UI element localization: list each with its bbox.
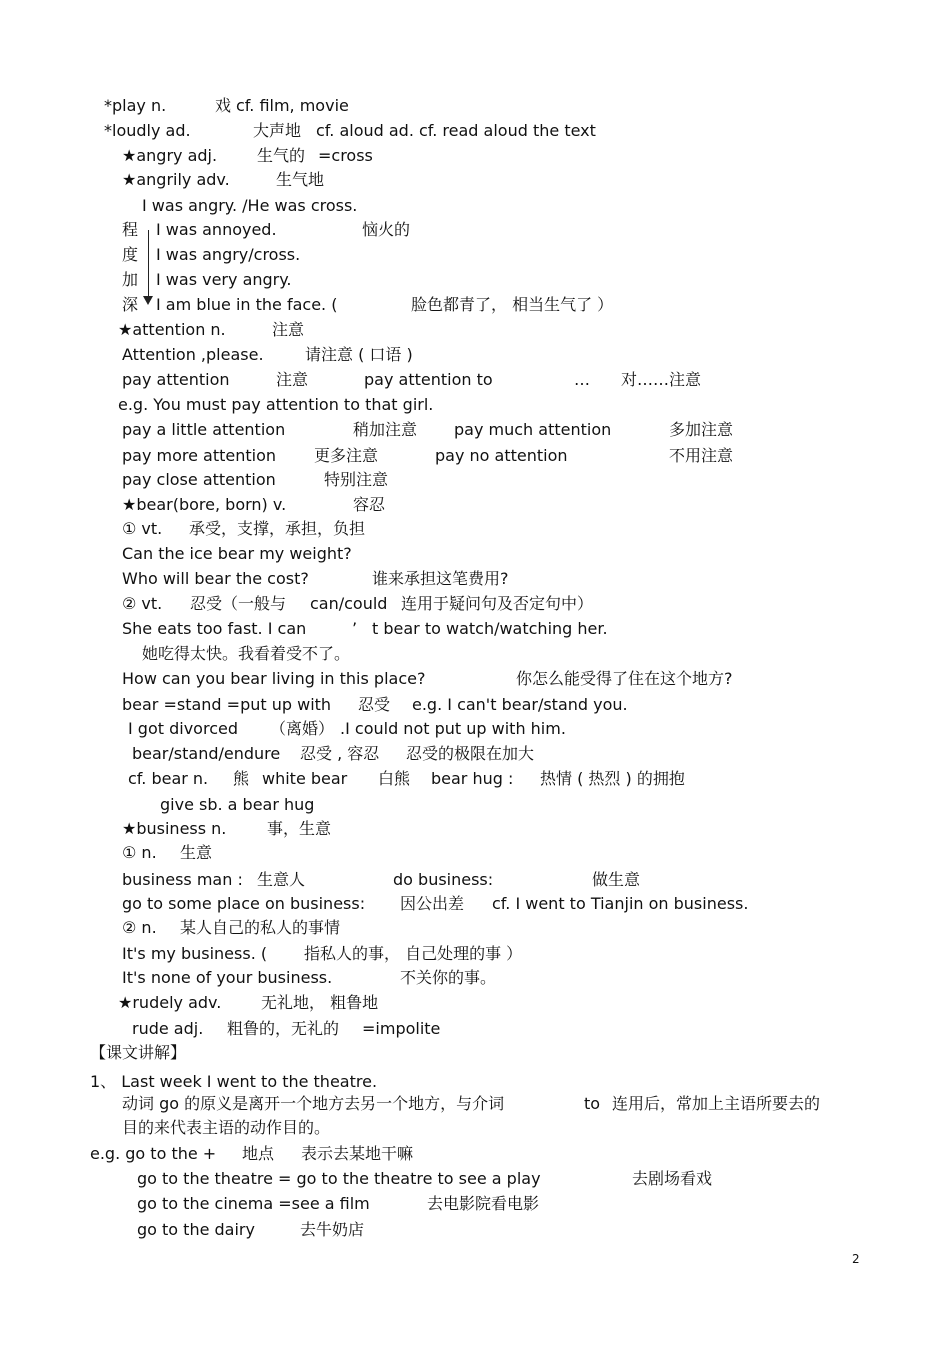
degree-char-1: 程 (122, 220, 139, 239)
page-number: 2 (852, 1252, 860, 1266)
degree-arrow-down-icon (143, 296, 153, 305)
degree-char-2: 度 (122, 245, 139, 264)
degree-char-4: 深 (122, 295, 139, 314)
document-page: *play n. 戏 cf. film, movie *loudly ad. 大声地 cf. aloud ad. cf. read aloud the text ★angry adj. 生气的 =cross ★angrily adv. 生气地 I was angry. /He was cross. 程 度 加 深 I was annoyed. 恼火的 I was angry/cross. I was very angry. I am blue in the face. ( 脸色都青了， 相当生气了 ） ★attention n. 注意 Attention ,please. 请注意 ( 口语 ) pay attention 注意 pay attention to … 对……注意 e.g. You must pay attention to that girl. pay a little attention 稍加注意 pay much attention 多加注意 pay more attention 更多注意 pay no attention 不用注意 pay close attention 特别注意 ★bear(bore, born) v. 容忍 ① vt. 承受，支撑，承担，负担 Can the ice bear my weight? Who will bear the cost? 谁来承担这笔费用? ② vt. 忍受（一般与 can/could 连用于疑问句及否定句中） She eats too fast. I can ’ t bear to watch/watching her. 她吃得太快。我看着受不了。 How can you bear living in this place? 你怎么能受得了住在这个地方? bear =stand =put up with 忍受 e.g. I can't bear/stand you. I got divorced （离婚） .I could not put up with him. bear/stand/endure 忍受 , 容忍 忍受的极限在加大 cf. bear n. 熊 white bear 白熊 bear hug : 热情 ( 热烈 ) 的拥抱 give sb. a bear hug ★business n. 事，生意 ① n. 生意 business man : 生意人 do business: 做生意 go to some place on business: 因公出差 cf. I went to Tianjin on business. ② n. 某人自己的私人的事情 It's my business. ( 指私人的事， 自己处理的事 ） It's none of your business. 不关你的事。 ★rudely adv. 无礼地， 粗鲁地 rude adj. 粗鲁的，无礼的 =impolite 【课文讲解】 1、 Last week I went to the theatre. 动词 go 的原义是离开一个地方去另一个地方，与介词 to 连用后，常加上主语所要去的 目的来代表主语的动作目的。 e.g. go to the + 地点 表示去某地干嘛 go to the theatre = go to the theatre to see a play 去剧场看戏 go to the cinema =see a film 去电影院看电影 go to the dairy 去牛奶店 2 (90, 96, 860, 1266)
degree-arrow-line (148, 230, 149, 298)
degree-char-3: 加 (122, 270, 139, 289)
